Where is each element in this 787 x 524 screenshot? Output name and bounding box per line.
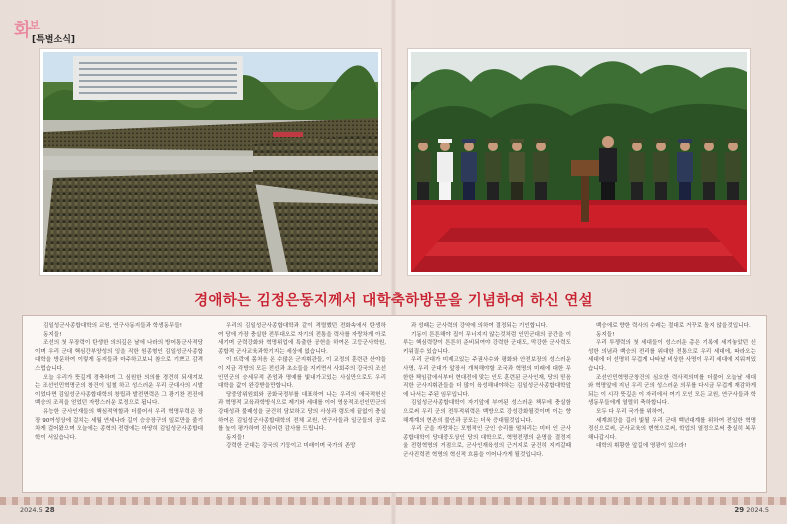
paragraph: 우리 투쟁력의 첫 세대들이 성스러운 총은 기록에 세겨놓았던 신성한 의념과 백승의 전리를 위대한 전통으로 우리 세대에, 따라오는 세대에 더 선명히 무겁게 나타날 비상한 사명이 우리 세대에 지워져있습니다. <box>588 340 756 372</box>
paragraph: 조선인민혁명군창건의 심오한 력사적의미를 더불어 오늘날 새대와 혁명앞에 지닌 우리 군의 성스러운 의무를 다시금 무겁게 재감하게 되는 이 시각 뜻깊은 이 자리에서 여기 모인 모든 교원, 연구사들과 학생동무들에게 열렬히 축하합니다. <box>588 374 756 407</box>
article-headline: 경애하는 김정은동지께서 대학축하방문을 기념하여 하신 연설 <box>194 293 593 309</box>
article-column-4 <box>588 322 756 488</box>
page-number-right: 29 <box>734 506 745 514</box>
paragraph: 김일성군사종합대학의 교원, 연구사동지들과 학생동무들! <box>43 323 183 329</box>
footer-left-date: 2024.5 <box>20 506 43 514</box>
paragraph: 모두 다 우리 국가를 위하여, <box>596 408 665 415</box>
photo-stage-officials <box>408 49 750 275</box>
footer-right-date: 2024.5 <box>746 506 769 514</box>
paragraph: 세계최강을 길러 빛될 우리 군대 백년대계를 위하여 전일한 혁명정신으로써, 군사교육의 변혁으로써, 학업의 열정으로써 충실히 복무해나갑시다. <box>588 417 756 441</box>
decorative-border <box>0 497 787 505</box>
paragraph: 조선의 첫 무장력이 탄생한 의의깊은 날에 나라의 방어통군사적당이며 우리 군대 핵심간부양성의 잉을 직한 원종형인 김일성군사종합대학을 방문하여 이렇게 동지들과 마주하고보니 참으로 기쁘고 감격스럽습니다. <box>35 340 203 372</box>
paragraph: 당중앙위원회와 공화국정부를 대표하여 나는 우리의 애국적헌신과 혁명적 교육과학방식으로 제기와 세대를 이어 영웅적조선인민군의 강대성과 불패성을 굳건히 담보하고 당의 사상과 령도에 끝없이 충실하여온 김일성군사종합대학의 전체 교원, 연구사들과 일군들의 공로를 높이 평가하며 진심어린 감사를 드립니다. <box>218 391 386 433</box>
article-column-1 <box>35 322 203 488</box>
paragraph: 기동이 튼튼해야 집이 무너지지 않는것처럼 인민군대의 공간을 이루는 핵심력량이 튼튼히 준비되여야 강력한 군대도, 막강한 군사력도 키워질수 있습니다. <box>403 331 571 355</box>
paragraph: 동지들! <box>43 331 62 338</box>
paragraph: 유능한 군사인재들의 핵심적역할과 더불어서 우리 혁명무력은 장장 90여성상에 걸치는 세월 연세나라 길이 승승장구의 일로만을 줄기차게 걸어왔으며 오늘에는 종혁의 전령에는 마땅히 김일성군사종합대학이 서있습니다. <box>35 408 203 441</box>
parade-photo-illustration <box>43 52 378 272</box>
page-number-left: 28 <box>44 506 55 514</box>
paragraph: 오늘 우리가 뜻깊게 경축하며 그 심원한 의의를 경견히 되새겨보는 조선인민혁명군의 창건이 일철 하고 성스러운 우리 군대사의 시발이었다면 김일성군사종합대학의 창립과 발전면력은 그 광기찬 전진에 백승의 조직을 얻었던 자랑스러운 로정으로 됩니다. <box>35 374 203 407</box>
footer-left <box>20 506 55 514</box>
paragraph: 백승에로 향한 력사의 수레는 절대로 거꾸로 돌지 않을것입니다. <box>596 323 751 329</box>
paragraph: 대학의 휘황한 앞길에 영광이 있으라! <box>596 443 687 450</box>
photo-parade-formation <box>40 49 381 275</box>
paragraph: 이 뜨락에 몸처음 온 수많은 군지휘관들, 이 교정의 훈련관 산야들이 지금 각방의 모든 전선과 초소들을 지키면서 사회주의 강국의 조선인민군의 승세무적 존엄과 명예를 빛내가고있는 사실만으로도 우리 대학을 값이 완강받을만합니다. <box>218 357 386 390</box>
paragraph: 과 성패는 군사력의 강약에 의하여 결정되는 기인합니다. <box>411 323 548 329</box>
article-body <box>22 315 767 493</box>
stage-photo-illustration <box>411 52 747 272</box>
paragraph: 우리 군대가 미제고있는 주권사수와 평화와 안전보장의 성스러운 사명, 우리 군대가 앞장서 개척해야할 조국과 혁명의 미래에 대한 무한한 책임감에서부터 현대전에 맞는 인도 훈련된 군사인재, 당의 믿음직한 군사지휘관들을 더 많이 육성해내야하는 김일성군사종합대학앞에 나서는 주된 임무입니다. <box>403 357 571 398</box>
paragraph: 동지들! <box>596 331 615 338</box>
article-column-3 <box>403 322 571 488</box>
paragraph: 우리의 김일성군사종합대학과 같이 격렬했던 전화속에서 탄생하여 당에 가장 충실한 전투대오로 자기의 전통을 력사를 자랑차게 아로새기며 군력강화와 혁명위업에 특출한 공헌을 하여온 고등군사학원, 종합적 군사교육과학기지는 세상에 없습니다. <box>218 323 386 355</box>
paragraph: 우리 군을 자랑차는 모범적인 군인 승리를 떨쳐리는 미터 인 군사종합대학이 당대중도상인 당의 대학으로, 혁명전쟁의 운명을 결정지울 전령혁명의 거점으로, 군사인재육성의 근거지로 굳건히 지켜갈때 군사진력전 혁명의 혁신적 흐름을 이어나가게 될것입니다. <box>403 426 571 458</box>
paragraph: 동지들! <box>226 434 245 441</box>
section-tag: [특별소식] <box>32 35 76 45</box>
logo-main-char: 화 <box>14 20 30 41</box>
footer-right <box>734 506 769 514</box>
paragraph: 강력한 군대는 강국의 기둥이고 미래이며 국가의 존망 <box>226 443 356 450</box>
paragraph: 김일성군사종합대학이 자기앞에 부여된 성스러운 책무에 충실함으로써 우리 군의 전투적위력은 백방으로 강성강화될것이며 이는 향해계계의 현존의 불안과 공포는 더욱 증대될것입니다. <box>403 400 571 424</box>
article-column-2 <box>218 322 386 488</box>
logo-small-char: 보 <box>29 19 39 32</box>
